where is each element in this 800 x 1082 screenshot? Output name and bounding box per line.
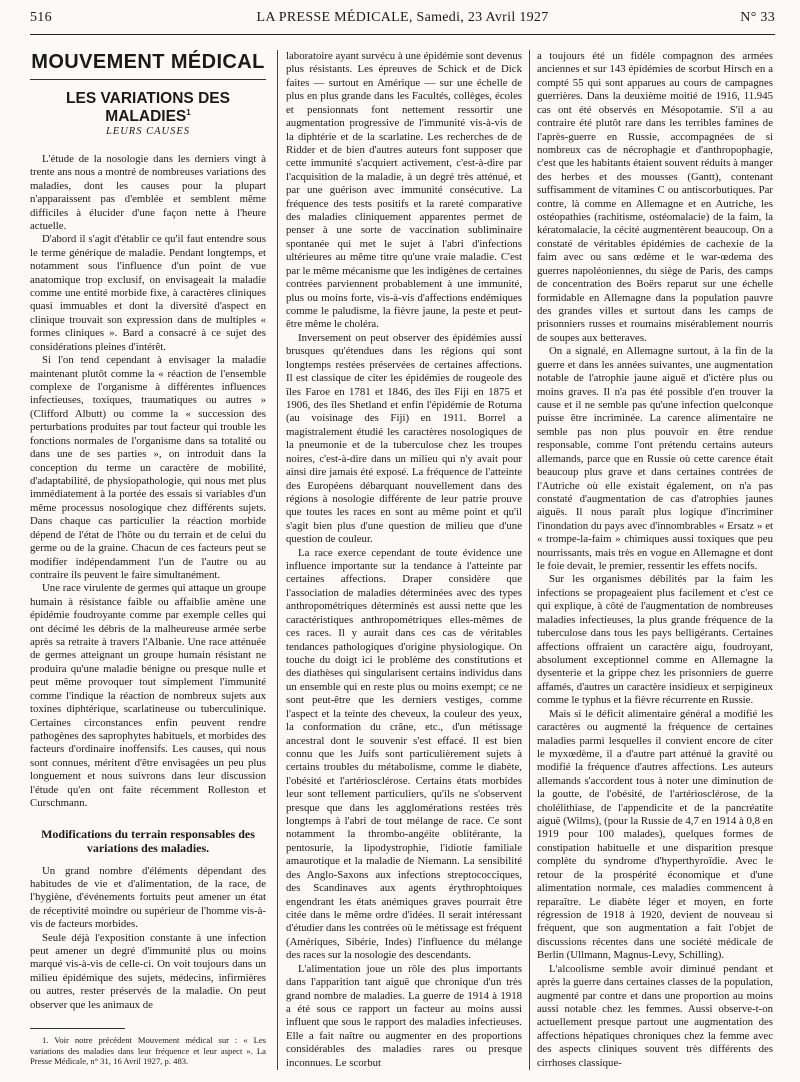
paragraph: Une race virulente de germes qui attaque un groupe humain à résistance faible ou affaiblie amène une épidémie foudroyante comme par exemple celles qui ont décimé les débris de la malheureuse armée serbe après sa retraite à travers l'Albanie. Une race atténuée de germes atteignant un groupe humain résistant ne produira qu'une maladie bénigne ou presque nulle et peut même provoquer tout simplement l'immunité comme l'indique la réaction de nombreux sujets aux toxines diphtérique, scarlatineuse ou tuberculinique. Certaines circonstances enfin peuvent rendre pathogènes des saprophytes habituels, et morbides des facteurs d'ordinaire inoffensifs. Les causes, qui nous sont connues, méritent d'être envisagées un peu plus longuement et nous suivrons dans leur discussion l'étude qu'en ont faite récemment Rolleston et Curschmann. <box>30 582 266 810</box>
page-header <box>30 6 775 28</box>
paragraph: Mais si le déficit alimentaire général a modifié les caractères ou augmenté la fréquence de certaines maladies parmi lesquelles il convient encore de citer le myxœdème, il a d'autre part atténué la gravité ou modifié la fréquence d'autres affections. Les auteurs allemands s'accordent tous à noter une diminution de la goutte, de l'obésité, de l'artériosclérose, de la cholélithiase, de l'appendicite et de la pancréatite aiguë (Wilms), (pour la Russie de 4,7 en 1914 à 0,8 en 1919 pour 100 malades), quelques formes de constipation habituelle et une disparition presque complète du syndrome d'hyperthyroïdie. Avec le retour de la prospérité économique et d'une alimentation normale, ces maladies commencent à reparaître. Le diabète léger et moyen, en forte régression de 1918 à 1920, devient de nouveau si fréquent, que son augmentation a fait l'objet de discussions récentes dans une société médicale de Berlin (Ullmann, Magnus-Levy, Schilling). <box>537 707 773 962</box>
paragraph: L'alimentation joue un rôle des plus importants dans l'apparition tant aiguë que chronique d'un très grand nombre de maladies. La guerre de 1914 à 1918 a été sous ce rapport un facteur au moins aussi influent que sous le rapport des maladies infectieuses. Elle a fait naître ou augmenter en des proportions considérables des maladies rares ou presque inconnues. Le scorbut <box>286 962 522 1069</box>
paragraph: Si l'on tend cependant à envisager la maladie maintenant plutôt comme la « réaction de l'ensemble complexe de l'organisme à différentes influences infectieuses, toxiques, traumatiques ou autres » (Clifford Albutt) ou comme la « succession des perturbations produites par tout facteur qui trouble les fonctions normales de l'organisme dans sa totalité ou dans une de ses parties », on introduit dans la conception du terme un caractère de mobilité, d'adaptabilité, de physiopathologie, qui nous met plus immédiatement à la portée des essais si variables d'un même processus nosologique chez différents sujets. Dans chaque cas particulier la réaction morbide dépend de l'état de l'hôte ou du terrain et de celui du germe ou de la graine. Chacun de ces facteurs peut se modifier indépendamment l'un de l'autre ou au contraire ils peuvent le faire simultanément. <box>30 354 266 581</box>
column-3 <box>537 50 773 1070</box>
paragraph: Seule déjà l'exposition constante à une infection peut amener un degré d'immunité plus ou moins marqué vis-à-vis de celle-ci. On voit toujours dans un milieu épidémique des sujets, médecins, infirmières ou autres, rester préservés de la maladie. On peut observer que les animaux de <box>30 931 266 1011</box>
footnote: 1. Voir notre précédent Mouvement médical sur : « Les variations des maladies dans leur fréquence et leur aspect ». La Presse Médicale, n° 31, 16 Avril 1927, p. 483. <box>30 1035 266 1067</box>
header-rule <box>30 34 775 35</box>
paragraph: L'étude de la nosologie dans les derniers vingt à trente ans nous a montré de nombreuses variations des maladies, dont les causes pour la plupart n'apparaissent pas d'emblée et semblent même difficiles à élucider d'une façon nette à l'heure actuelle. <box>30 152 266 232</box>
paragraph: laboratoire ayant survécu à une épidémie sont devenus plus résistants. Les épreuves de Schick et de Dick faites — surtout en Amérique — sur une échelle de plus en plus grande dans les Facultés, collèges, écoles et pensionnats font nettement ressortir une augmentation progressive de l'immunité vis-à-vis de la diphtérie et de la scarlatine. Les recherches de de Ridder et de bien d'autres auteurs font supposer que cette immunité s'acquiert activement, c'est-à-dire par l'acquisition de la maladie, à un degré très atténué, et par une guérison avec immunité consécutive. La fréquence des tests positifs et la rareté comparative des maladies cliniquement apparentes permet de penser à une sorte de vaccination subliminaire spontanée qui met le sujet à l'abri d'infections ultérieures au même titre qu'une vraie maladie. C'est par le même mécanisme que les indigènes de certaines contrées parviennent probablement à une immunité, plus ou moins forte, vis-à-vis d'affections endémiques comme le paludisme, la fièvre jaune, la peste et peut-être même le choléra. <box>286 50 522 331</box>
column-1 <box>30 50 266 1067</box>
section-title: MOUVEMENT MÉDICAL <box>31 51 265 73</box>
paragraph: L'alcoolisme semble avoir diminué pendant et après la guerre dans certaines classes de la population, augmenté par contre et dans une proportion au moins aussi notable chez les femmes. Aussi observe-t-on actuellement presque partout une augmentation des affections hépatiques chroniques chez la femme avec des aspects cliniques souvent très différents des cirrhoses classique- <box>537 962 773 1069</box>
column-2 <box>286 50 522 1070</box>
paragraph: a toujours été un fidèle compagnon des armées anciennes et sur 143 épidémies de scorbut Hirsch en a compté 55 qui sont apparues au cours de campagnes guerrières. Dans la deuxième moitié de 1916, 11.945 cas ont été observés en Mésopotamie. S'il a au contraire été plutôt rare dans les terribles famines de l'après-guerre en Russie, accompagnées de si nombreux cas de nécrophagie et d'anthropophagie, c'est que les habitants étaient souvent réduits à manger des herbes et des mousses (Gantt), contenant suffisamment de vitamines C ou antiscorbutiques. Par contre, là comme en Allemagne et en Autriche, les ostéopathies (rachitisme, ostéomalacie) de la faim, la kératomalacie, la cécité augmentèrent beaucoup. On a constaté de véritables épidémies de cachexie de la faim avec ou sans œdème et le war-œdema des guerres napoléoniennes, du siège de Paris, des camps de concentration des Boërs reparut sur une échelle formidable en Allemagne dans la population pauvre des grandes villes et surtout dans les camps de prisonniers russes et roumains misérablement nourris de soupes aux betteraves. <box>537 50 773 344</box>
article-title-text: LES VARIATIONS DES MALADIES <box>66 90 230 125</box>
paragraph: Un grand nombre d'éléments dépendant des habitudes de vie et d'alimentation, de la race, de l'hygiène, d'événements fortuits peut amener un état de réceptivité moindre ou supérieur de l'homme vis-à-vis de facteurs morbides. <box>30 864 266 931</box>
column-divider <box>529 50 530 1070</box>
footnote-marker: 1 <box>186 107 191 117</box>
section-rule <box>30 79 266 80</box>
article-subtitle: LEURS CAUSES <box>105 126 191 138</box>
subsection-heading: Modifications du terrain responsables des variations des maladies. <box>41 826 255 855</box>
paragraph: Inversement on peut observer des épidémies aussi brusques qu'étendues dans les régions qui sont longtemps restées préservées de certaines affections. Il est classique de citer les épidémies de rougeole des îles Faroe en 1781 et 1846, des îles Fiji en 1875 et 1906, des îles Shetland et enfin l'épidémie de Rotuma (au voisinage des Fiji) en 1911. Borrel a magistralement étudié les caractères nosologiques de la pneumonie et de la tuberculose chez les troupes noires, c'est-à-dire dans un milieu qui n'y avait pour ainsi dire jamais été exposé. La fréquence de l'atteinte des Européens débarquant nouvellement dans des régions à nosologie différente de leur patrie prouve que toutes les races en sont au même point et qu'il s'agit bien plus d'une question de milieu que d'une question de couleur. <box>286 331 522 546</box>
issue-number: N° 33 <box>740 10 775 25</box>
paragraph: La race exerce cependant de toute évidence une influence importante sur la tendance à l'atteinte par certaines affections. Draper considère que l'association de maladies déterminées avec des types anthropométriques déterminés est aussi nette que les caractéristiques anthropométriques elles-mêmes de ces races. Il y aurait dans ces cas de véritables tendances pathologiques d'origine physiologique. On touche du doigt ici le problème des constitutions et des diathèses qui singularisent certains individus dans un ensemble qui en reste plus ou moins exempt; ce ne sont peut-être que les derniers vestiges, comme l'aspect et la teinte des cheveux, la couleur des yeux, la conformation du crâne, etc., d'un métissage ancestral dont le souvenir s'est effacé. Il est bien connu que les Juifs sont particulièrement sujets à certains troubles du métabolisme, comme le diabète, l'obésité et l'artériosclérose. Certains états morbides leur sont tellement particuliers, qu'ils ne s'observent presque que dans les agglomérations restées très longtemps à l'abri de tout mélange de race. Ce sont notamment la thrombo-angéite oblitérante, la pentosurie, la lipodystrophie, l'idiotie familiale amaurotique et la maladie de Niemann. La sensibilité des Anglo-Saxons aux infections streptococciques, des Scandinaves aux agents érythrophtoiques engendrant les états anémiques graves pourrait être citée dans le même ordre d'idées. Il serait intéressant d'étudier dans les contrées où le métissage est fréquent (Amériques, Sibérie, Indes) l'influence du mélange des races sur la nosologie des descendants. <box>286 546 522 962</box>
page-number: 516 <box>30 10 52 25</box>
article-title <box>30 92 266 123</box>
column-divider <box>277 50 278 1070</box>
footnote-rule <box>30 1028 125 1029</box>
paragraph: D'abord il s'agit d'établir ce qu'il faut entendre sous le terme générique de maladie. Pendant longtemps, et notamment sous l'influence d'un point de vue anatomique trop exclusif, on envisageait la maladie comme une entité morbide fixe, à caractères cliniques quasi immuables et dont la diversité d'aspect en clinique trouvait son expression dans de multiples « formes cliniques ». Bard a consacré à ce sujet des considérations pleines d'intérêt. <box>30 233 266 353</box>
paragraph: Sur les organismes débilités par la faim les infections se propageaient plus facilement et c'est ce qui explique, à côté de l'augmentation de nombreuses maladies infectieuses, la plus grande fréquence de la tuberculose dans tous les pays belligérants. Certaines affections offraient un caractère aigu, foudroyant, absolument exceptionnel comme en Allemagne la dysenterie et la grippe chez les prisonniers de guerre affamés, d'autres un caractère insidieux et serpigineux comme le typhus et la fièvre récurrente en Russie. <box>537 573 773 707</box>
paragraph: On a signalé, en Allemagne surtout, à la fin de la guerre et dans les années suivantes, une augmentation notable de l'atrophie jaune aiguë et d'ictère plus ou moins graves. Il n'a pas été possible d'en trouver la cause et il ne semble pas qu'une infection quelconque puisse être incriminée. La carence alimentaire ne semble pas non plus pouvoir en être rendue responsable, comme l'ont prétendu certains auteurs allemands, parce que en Russie où cette carence était beaucoup plus grave et dans certaines contrées de l'Autriche où elle existait également, on n'a pas constaté d'augmentation de cas d'atrophies jaunes aiguës. Il nous paraît plus logique d'incriminer l'inondation du pays avec d'innombrables « Ersatz » et « trompe-la-faim » chimiques aussi toxiques que peu nourrissants, mais très en vogue en Allemagne et dont le foie devait, le premier, ressentir les effets nocifs. <box>537 345 773 573</box>
journal-title: LA PRESSE MÉDICALE, Samedi, 23 Avril 1927 <box>256 10 549 25</box>
